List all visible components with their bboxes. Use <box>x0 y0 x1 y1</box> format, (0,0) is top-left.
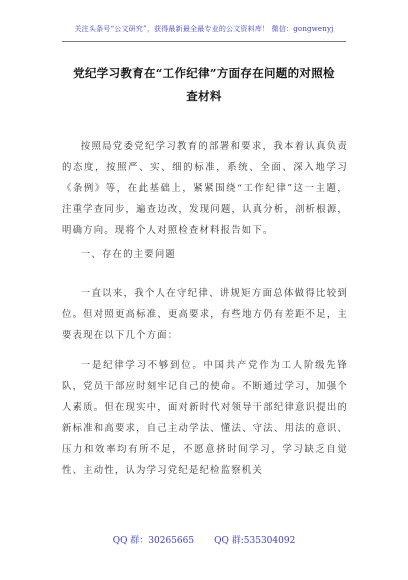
section-intro-paragraph: 一直以来，我个人在守纪律、讲规矩方面总体做得比较到位。但对照更高标准、更高要求，有些地方仍有差距不足，主要表现在以下几个方面： <box>62 288 348 341</box>
header-banner: 关注头条号“公文研究”，获得最新最全最专业的公文资料库！ 微信：gongwenyj <box>74 25 334 33</box>
footer-contacts <box>0 533 408 546</box>
header-divider <box>62 41 346 42</box>
footer-qq-group-1: QQ 群：30265665 <box>112 536 195 546</box>
intro-paragraph: 按照局党委党纪学习教育的部署和要求，我本着认真负责的态度，按照严、实、细的标准，系统、全面、深入地学习《条例》等，在此基础上，紧紧围绕“工作纪律”这一主题，注重学查同步，遍查边改，发现问题，认真分析，剖析根源，明确方向。现将个人对照检查材料报告如下。 <box>62 141 348 236</box>
section-heading: 一、存在的主要问题 <box>80 249 176 260</box>
point-one-paragraph: 一是纪律学习不够到位。中国共产党作为工人阶级先锋队，党员干部应时刻牢记自己的使命。不断通过学习，加强个人素质。但在现实中，面对新时代对领导干部纪律意识提出的新标准和高要求，自己主动学法、懂法、守法、用法的意识、压力和效率均有所不足，不愿意挤时间学习，学习缺乏自觉性、主动性，认为学习党纪是纪检监察机关 <box>62 360 348 476</box>
footer-qq-group-2: QQ 群:535304092 <box>214 536 296 546</box>
document-title: 党纪学习教育在“工作纪律”方面存在问题的对照检查材料 <box>73 66 335 103</box>
